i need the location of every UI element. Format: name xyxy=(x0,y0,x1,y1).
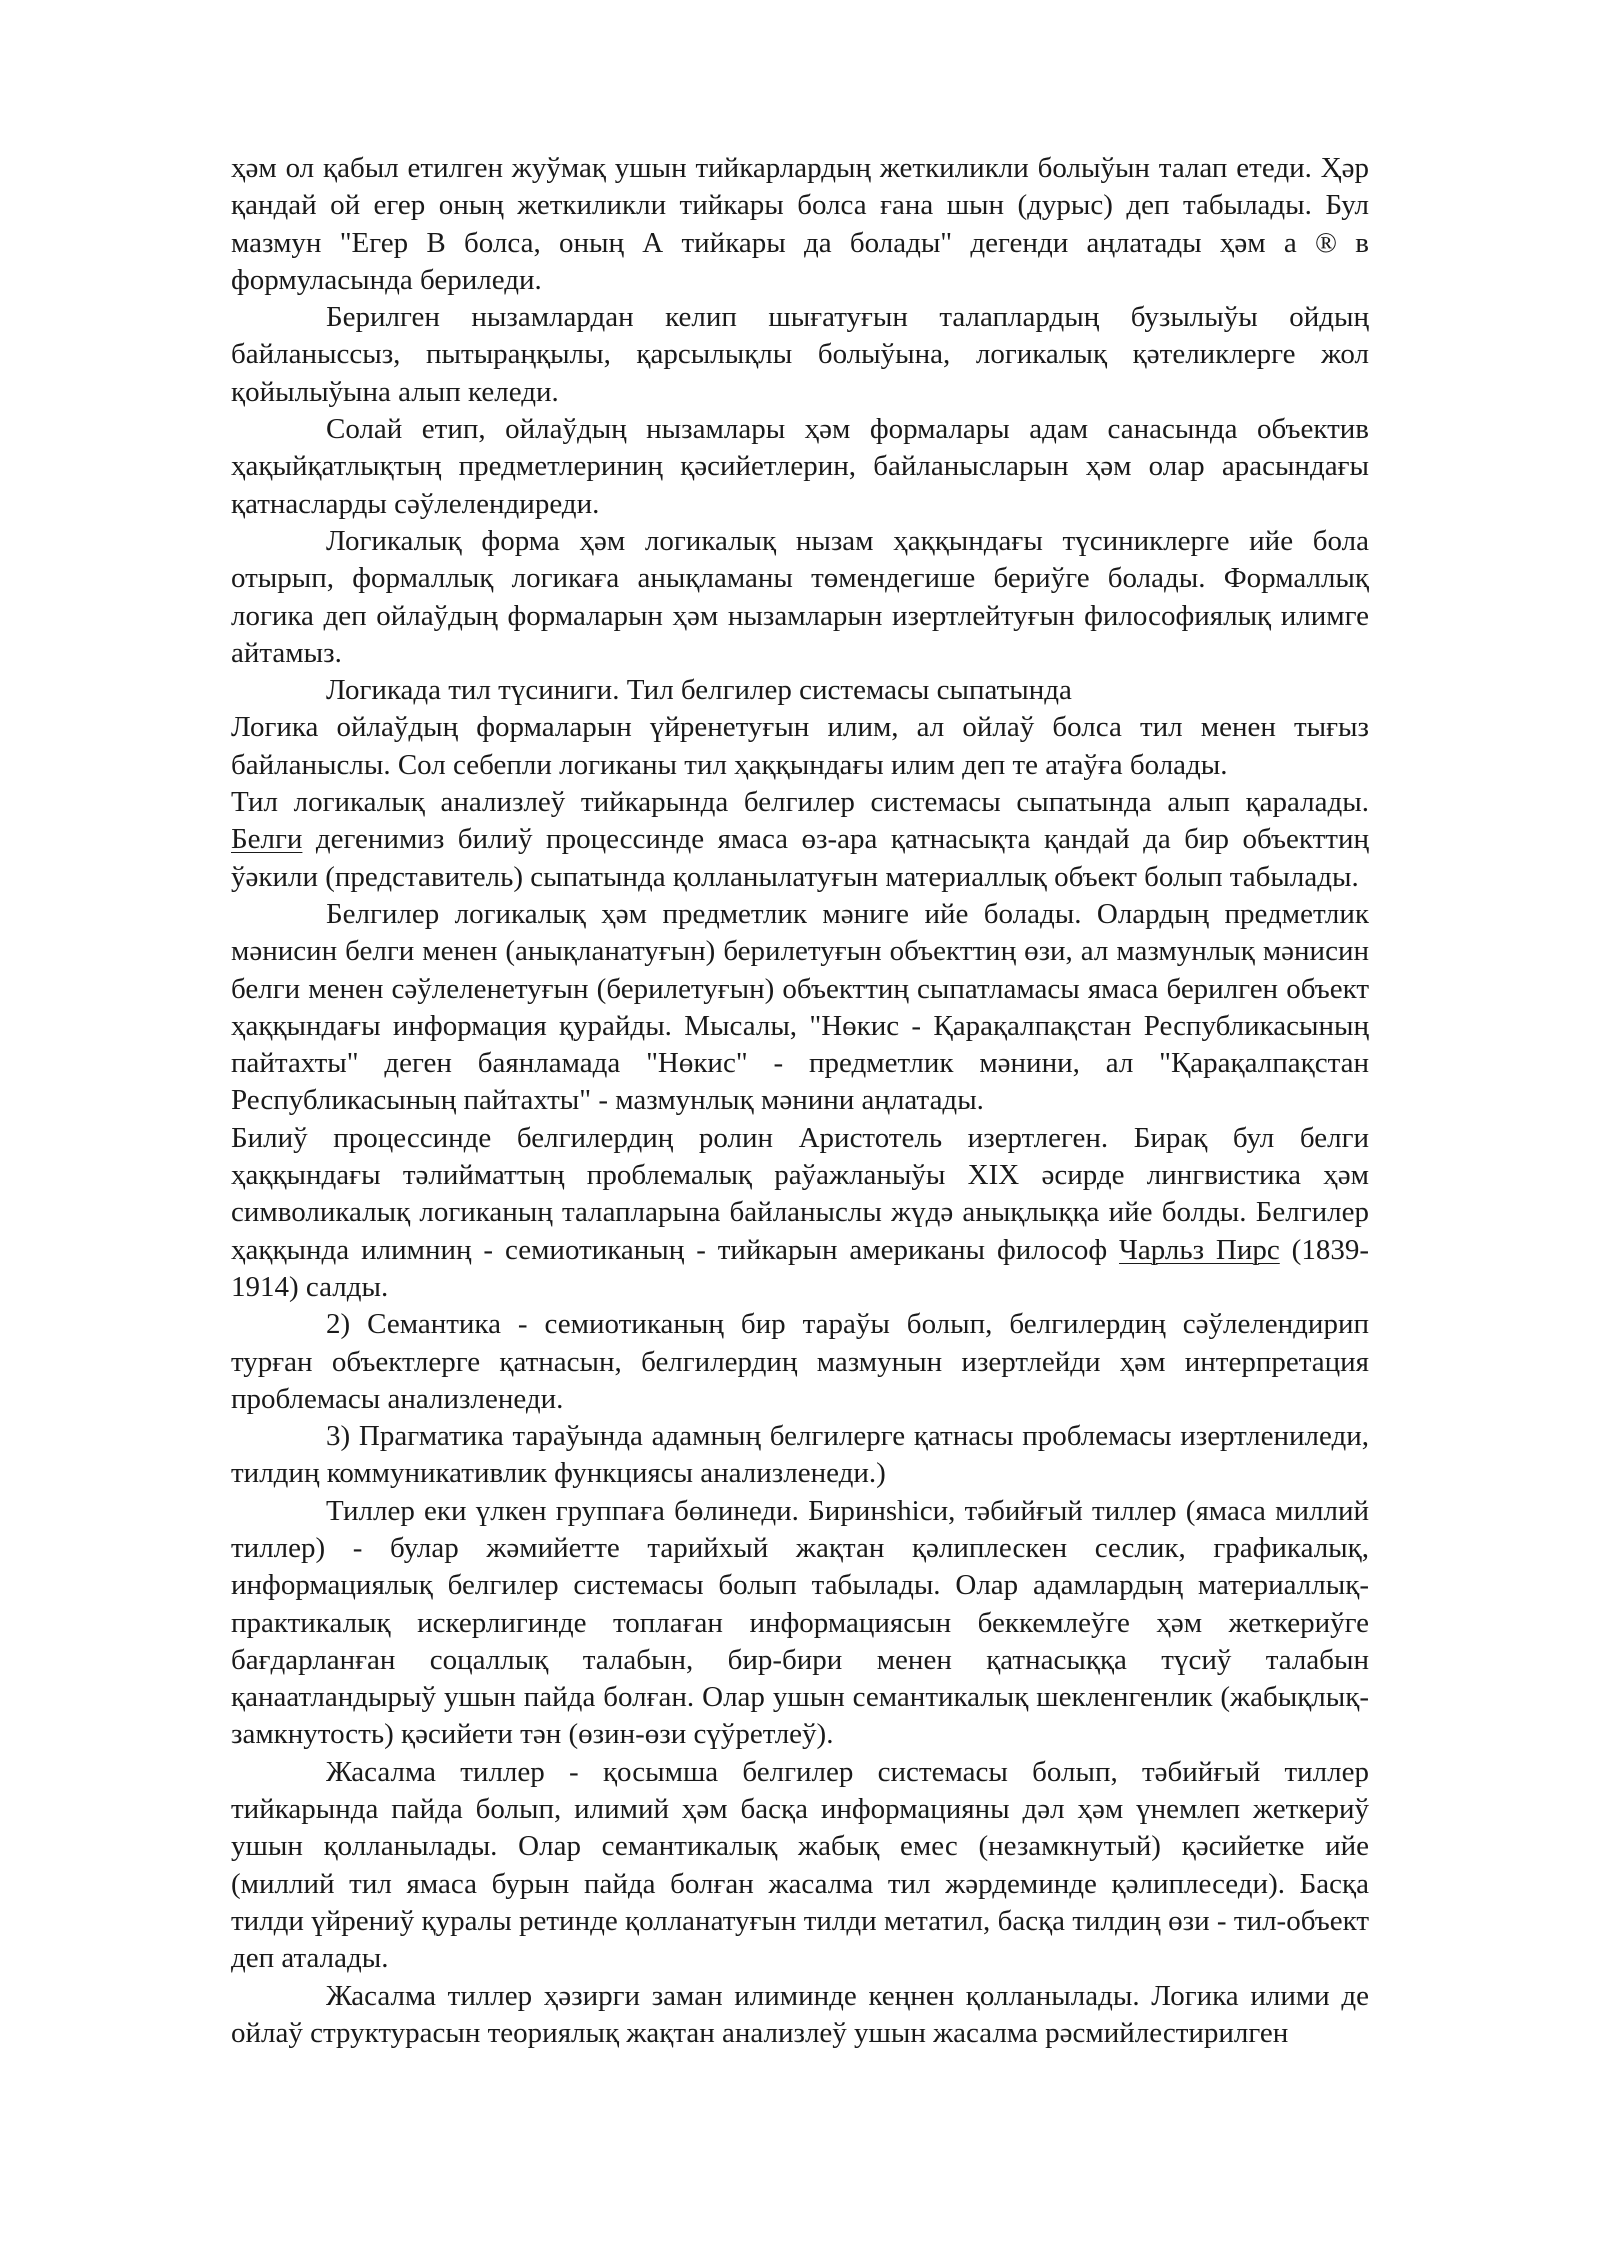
paragraph-text: Жасалма тиллер ҳәзирги заман илиминде кеңнен қолланылады. Логика илими де ойлаў структурасын теориялық жақтан анализлеў ушын жасалма рәсмийлестирилген xyxy=(231,1979,1369,2049)
section-heading-text: Логикада тил түсиниги. Тил белгилер системасы сыпатында xyxy=(326,674,1072,707)
link-charles-peirce[interactable]: Чарльз Пирс xyxy=(1119,1233,1280,1266)
paragraph-text: Тиллер еки үлкен группаға бөлинеди. Биринshiси, тәбийғый тиллер (ямаса миллий тиллер) - булар жәмийетте тарийхый жақтан қәлиплескен сеслик, графикалық, информациялық белгилер системасы болып табылады. Олар адамлардың материаллық-практикалық искерлигинде топлаған информациясын беккемлеўге ҳәм жеткериўге бағдарланған соцаллық талабын, бир-бири менен қатнасыққа түсиў талабын қанаатландырыў ушын пайда болған. Олар ушын семантикалық шекленгенлик (жабықлық-замкнутость) қәсийети тән (өзин-өзи сүўретлеў). xyxy=(231,1494,1369,1751)
paragraph-text: ҳәм ол қабыл етилген жуўмақ ушын тийкарлардың жеткиликли болыўын талап етеди. Ҳәр қандай ой егер оның жеткиликли тийкары болса ғана шын (дурыс) деп табылады. Бул мазмун "Егер В болса, оның А тийкары да болады" дегенди аңлатады ҳәм а ® в формуласында бериледи. xyxy=(231,152,1369,296)
paragraph-text: Жасалма тиллер - қосымша белгилер системасы болып, тәбийғый тиллер тийкарында пайда болып, илимий ҳәм басқа информацияны дәл ҳәм үнемлеп жеткериў ушын қолланылады. Олар семантикалық жабық емес (незамкнутый) қәсийетке ийе (миллий тил ямаса бурын пайда болған жасалма тил жәрдеминде қәлиплеседи). Басқа тилди үйрениў қуралы ретинде қолланатуғын тилди метатил, басқа тилдиң өзи - тил-объект деп аталады. xyxy=(231,1755,1369,1975)
link-belgi[interactable]: Белги xyxy=(231,823,303,856)
paragraph-8 xyxy=(231,1120,1369,1306)
paragraph-text: Логикалық форма ҳәм логикалық нызам ҳаққындағы түсиниклерге ийе бола отырып, формаллық логикаға анықламаны төмендегише бериўге болады. Формаллық логика деп ойлаўдың формаларын ҳәм нызамларын изертлейтуғын философиялық илимге айтамыз. xyxy=(231,524,1369,669)
paragraph-text: дегенимиз билиў процессинде ямаса өз-ара қатнасықта қандай да бир объекттиң ўәкили (представитель) сыпатында қолланылатуғын материаллық объект болып табылады. xyxy=(231,823,1369,893)
paragraph-text: Белгилер логикалық ҳәм предметлик мәниге ийе болады. Олардың предметлик мәнисин белги менен (анықланатуғын) берилетуғын объекттиң өзи, ал мазмунлық мәнисин белги менен сәўлеленетуғын (берилетуғын) объекттиң сыпатламасы ямаса берилген объект ҳаққындағы информация қурайды. Мысалы, "Нөкис - Қарақалпақстан Республикасының пайтахты" деген баянламада "Нөкис" - предметлик мәнини, ал "Қарақалпақстан Республикасының пайтахты" - мазмунлық мәнини аңлатады. xyxy=(231,897,1369,1117)
paragraph-5 xyxy=(231,709,1369,784)
section-heading xyxy=(231,672,1369,709)
paragraph-text: Тил логикалық анализлеў тийкарында белгилер системасы сыпатында алып қаралады. xyxy=(231,786,1369,819)
document-page xyxy=(231,150,1369,2052)
paragraph-text: Солай етип, ойлаўдың нызамлары ҳәм формалары адам санасында объектив ҳақыйқатлықтың предметлериниң қәсийетлерин, байланысларын ҳәм олар арасындағы қатнасларды сәўлелендиреди. xyxy=(231,413,1369,520)
paragraph-7 xyxy=(231,896,1369,1120)
paragraph-text: (1839-1914) салды. xyxy=(231,1233,1369,1303)
paragraph-text: Берилген нызамлардан келип шығатуғын талаплардың бузылыўы ойдың байланыссыз, пытыраңқылы, қарсылықлы болыўына, логикалық қәтеликлерге жол қойылыўына алып келеди. xyxy=(231,301,1369,408)
paragraph-13 xyxy=(231,1978,1369,2053)
paragraph-12 xyxy=(231,1754,1369,1978)
paragraph-10 xyxy=(231,1418,1369,1493)
paragraph-1 xyxy=(231,150,1369,299)
paragraph-9 xyxy=(231,1306,1369,1418)
paragraph-text: 2) Семантика - семиотиканың бир тараўы болып, белгилердиң сәўлелендирип турған объектлерге қатнасын, белгилердиң мазмунын изертлейди ҳәм интерпретация проблемасы анализленеди. xyxy=(231,1308,1369,1415)
paragraph-6 xyxy=(231,784,1369,896)
paragraph-4 xyxy=(231,523,1369,672)
paragraph-text: 3) Прагматика тараўында адамның белгилерге қатнасы проблемасы изертлениледи, тилдиң коммуникативлик функциясы анализленеди.) xyxy=(231,1420,1369,1490)
paragraph-11 xyxy=(231,1493,1369,1754)
paragraph-3 xyxy=(231,411,1369,523)
paragraph-2 xyxy=(231,299,1369,411)
paragraph-text: Логика ойлаўдың формаларын үйренетуғын илим, ал ойлаў болса тил менен тығыз байланыслы. Сол себепли логиканы тил ҳаққындағы илим деп те атаўға болады. xyxy=(231,711,1369,781)
paragraph-text: Билиў процессинде белгилердиң ролин Аристотель изертлеген. Бирақ бул белги ҳаққындағы тәлийматтың проблемалық раўажланыўы XIX әсирде лингвистика ҳәм символикалық логиканың талапларына байланыслы жүдә анықлыққа ийе болды. Белгилер ҳаққында илимниң - семиотиканың - тийкарын американы философ xyxy=(231,1121,1369,1266)
